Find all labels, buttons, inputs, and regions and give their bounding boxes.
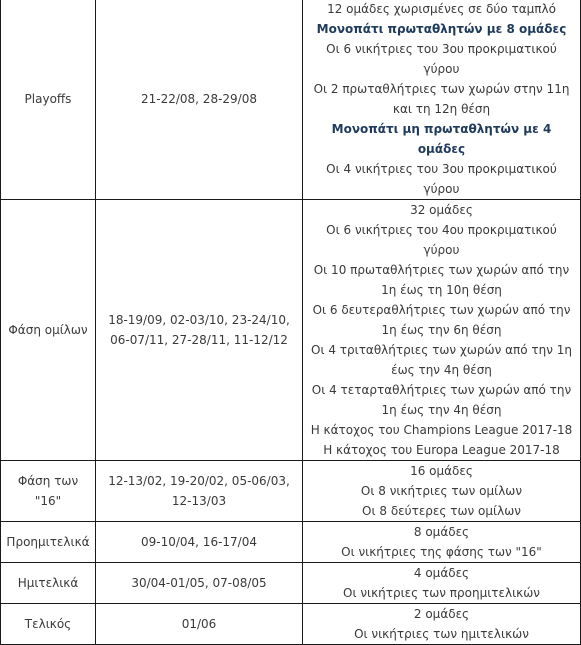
detail-line: Οι 10 πρωταθλήτριες των χωρών από την 1η έως τη 10η θέση xyxy=(313,263,570,297)
dates-cell xyxy=(96,563,303,604)
detail-line: Οι 8 δεύτερες των ομίλων xyxy=(362,504,521,518)
detail-line: Οι 4 νικήτριες του 3ου προκριματικού γύρου xyxy=(326,162,557,196)
match-dates: 18-19/09, 02-03/10, 23-24/10, 06-07/11, 27-28/11, 11-12/12 xyxy=(108,313,290,347)
details-cell xyxy=(303,0,581,200)
detail-line: Οι 6 δευτεραθλήτριες των χωρών από την 1η έως την 6η θέση xyxy=(312,303,571,337)
detail-line: 16 ομάδες xyxy=(410,464,473,478)
detail-line: Οι 6 νικήτριες του 4ου προκριματικού γύρου xyxy=(326,223,557,257)
detail-line: Η κάτοχος του Europa League 2017-18 xyxy=(323,443,560,457)
table-row xyxy=(1,200,581,461)
dates-cell xyxy=(96,200,303,461)
detail-line: Οι 8 νικήτριες των ομίλων xyxy=(360,484,523,498)
detail-line: 4 ομάδες xyxy=(413,566,470,580)
detail-line: Οι 6 νικήτριες του 3ου προκριματικού γύρου xyxy=(326,42,557,76)
schedule-table-body xyxy=(1,0,581,645)
detail-line: Οι νικήτριες των ημιτελικών xyxy=(354,627,529,641)
stage-name: Ημιτελικά xyxy=(17,576,79,590)
stage-cell xyxy=(1,563,96,604)
table-row xyxy=(1,461,581,522)
details-cell xyxy=(303,604,581,645)
detail-line: 12 ομάδες χωρισμένες σε δύο ταμπλό xyxy=(327,2,556,16)
stage-cell xyxy=(1,0,96,200)
stage-cell xyxy=(1,461,96,522)
match-dates: 12-13/02, 19-20/02, 05-06/03, 12-13/03 xyxy=(108,474,290,508)
detail-line: Οι 4 τεταρταθλήτριες των χωρών από την 1η έως την 4η θέση xyxy=(311,383,572,417)
stage-cell xyxy=(1,200,96,461)
table-row xyxy=(1,604,581,645)
details-cell xyxy=(303,522,581,563)
dates-cell xyxy=(96,0,303,200)
details-cell xyxy=(303,200,581,461)
match-dates: 21-22/08, 28-29/08 xyxy=(141,92,257,106)
match-dates: 09-10/04, 16-17/04 xyxy=(141,535,257,549)
table-row xyxy=(1,563,581,604)
detail-line: Οι 4 τριταθλήτριες των χωρών από την 1η έως την 4η θέση xyxy=(311,343,572,377)
stage-cell xyxy=(1,522,96,563)
dates-cell xyxy=(96,461,303,522)
detail-line: 2 ομάδες xyxy=(413,607,470,621)
stage-name: Τελικός xyxy=(24,617,72,631)
table-row xyxy=(1,522,581,563)
detail-line: 32 ομάδες xyxy=(410,203,473,217)
stage-name: Φάση των "16" xyxy=(17,474,79,508)
stage-name: Playoffs xyxy=(24,92,72,106)
stage-cell xyxy=(1,604,96,645)
detail-line: Οι νικήτριες των προημιτελικών xyxy=(343,586,540,600)
match-dates: 30/04-01/05, 07-08/05 xyxy=(131,576,267,590)
stage-name: Φάση ομίλων xyxy=(8,323,88,337)
details-cell xyxy=(303,563,581,604)
detail-line: 8 ομάδες xyxy=(413,525,470,539)
details-cell xyxy=(303,461,581,522)
path-heading: Μονοπάτι πρωταθλητών με 8 ομάδες xyxy=(316,22,567,36)
dates-cell xyxy=(96,522,303,563)
match-dates: 01/06 xyxy=(181,617,217,631)
detail-line: Οι νικήτριες της φάσης των "16" xyxy=(341,545,542,559)
table-row xyxy=(1,0,581,200)
path-heading: Μονοπάτι μη πρωταθλητών με 4 ομάδες xyxy=(331,122,552,156)
stage-name: Προημιτελικά xyxy=(6,535,90,549)
detail-line: Η κάτοχος του Champions League 2017-18 xyxy=(310,423,573,437)
dates-cell xyxy=(96,604,303,645)
detail-line: Οι 2 πρωταθλήτριες των χωρών στην 11η και τη 12η θέση xyxy=(313,82,570,116)
